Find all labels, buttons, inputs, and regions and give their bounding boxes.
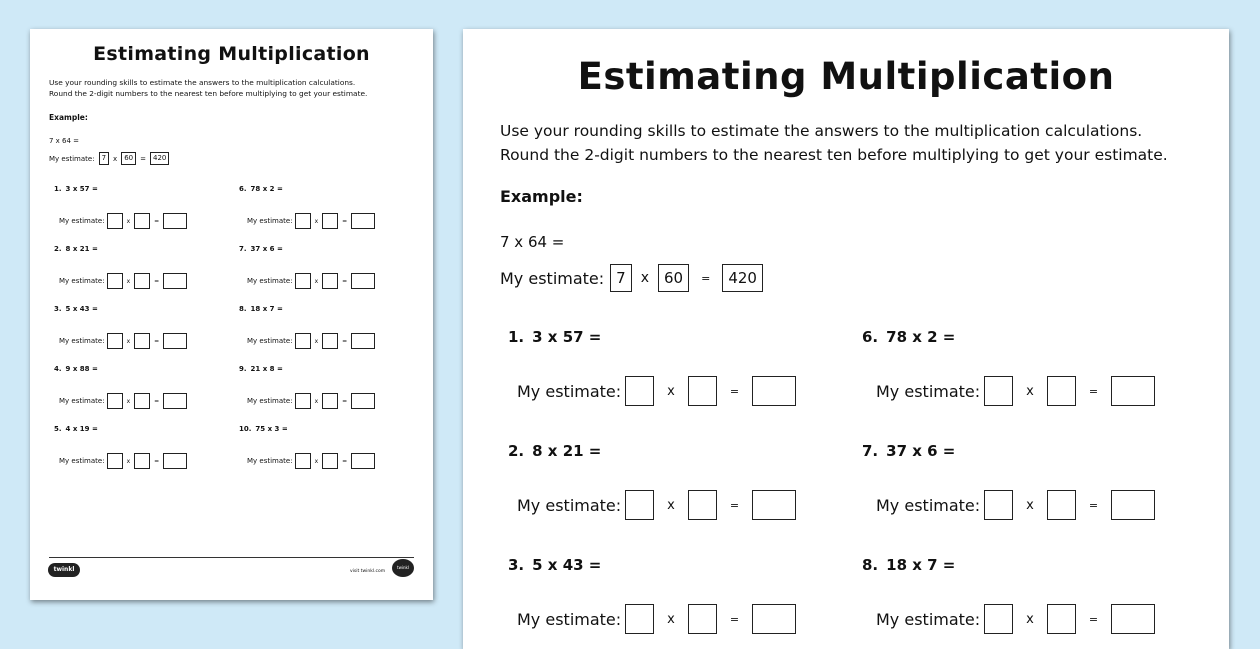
rounded-number-box[interactable] (322, 333, 338, 349)
question-expression: 78 x 2 = (886, 328, 956, 346)
instruction-line: Round the 2-digit numbers to the nearest ten before multiplying to get your estimate. (500, 146, 1168, 164)
estimate-row (59, 393, 187, 409)
equals-symbol: = (729, 612, 740, 626)
equals-symbol: = (342, 397, 348, 405)
estimate-label: My estimate: (247, 457, 293, 465)
rounded-number-box[interactable] (295, 333, 311, 349)
question-label (508, 556, 601, 574)
rounded-number-box[interactable] (1047, 376, 1076, 406)
question-expression: 18 x 7 = (886, 556, 956, 574)
estimate-row (247, 453, 375, 469)
question-label (239, 365, 283, 373)
estimate-answer-box[interactable] (163, 453, 187, 469)
page-title: Estimating Multiplication (577, 55, 1115, 98)
example-question: 7 x 64 = (500, 233, 565, 251)
equals-symbol: = (140, 154, 146, 163)
footer-url: visit twinkl.com (350, 569, 386, 574)
estimate-label: My estimate: (247, 397, 293, 405)
question-expression: 78 x 2 = (250, 185, 283, 193)
question-expression: 9 x 88 = (65, 365, 98, 373)
times-symbol: x (1026, 383, 1034, 399)
question-label (239, 425, 288, 433)
estimate-label: My estimate: (59, 217, 105, 225)
rounded-number-box[interactable] (322, 213, 338, 229)
estimate-label: My estimate: (517, 495, 622, 515)
example-estimate (49, 152, 169, 165)
question-number: 1. (54, 185, 62, 193)
question-expression: 4 x 19 = (65, 425, 98, 433)
question-label (862, 556, 955, 574)
rounded-number-box[interactable] (295, 453, 311, 469)
times-symbol: x (314, 217, 319, 225)
twinkl-logo: twinkl (48, 563, 80, 577)
equals-symbol: = (342, 457, 348, 465)
rounded-number-box[interactable] (984, 490, 1013, 520)
example-value-box: 420 (150, 152, 169, 165)
times-symbol: x (667, 383, 675, 399)
equals-symbol: = (701, 271, 711, 285)
estimate-row (247, 393, 375, 409)
estimate-label: My estimate: (59, 277, 105, 285)
question-label (862, 328, 955, 346)
rounded-number-box[interactable] (107, 213, 123, 229)
estimate-answer-box[interactable] (163, 333, 187, 349)
equals-symbol: = (1088, 612, 1099, 626)
question-number: 10. (239, 425, 252, 433)
equals-symbol: = (1088, 498, 1099, 512)
footer-divider (49, 557, 414, 558)
question-expression: 3 x 57 = (532, 328, 602, 346)
question-number: 3. (54, 305, 62, 313)
question-number: 6. (862, 328, 879, 346)
equals-symbol: = (154, 397, 160, 405)
rounded-number-box[interactable] (295, 273, 311, 289)
estimate-label: My estimate: (59, 457, 105, 465)
question-label (239, 305, 283, 313)
example-value-box: 420 (722, 264, 763, 292)
page-title: Estimating Multiplication (93, 43, 370, 65)
estimate-row (247, 273, 375, 289)
estimate-row (247, 213, 375, 229)
worksheet-zoomed (463, 29, 1229, 649)
question-expression: 75 x 3 = (255, 425, 288, 433)
times-symbol: x (1026, 611, 1034, 627)
question-number: 6. (239, 185, 247, 193)
estimate-answer-box[interactable] (351, 273, 375, 289)
times-symbol: x (126, 457, 131, 465)
question-expression: 37 x 6 = (886, 442, 956, 460)
estimate-answer-box[interactable] (163, 393, 187, 409)
estimate-row (517, 490, 796, 520)
equals-symbol: = (154, 457, 160, 465)
estimate-label: My estimate: (59, 397, 105, 405)
question-label (54, 365, 98, 373)
equals-symbol: = (1088, 384, 1099, 398)
question-label (862, 442, 955, 460)
question-expression: 3 x 57 = (65, 185, 98, 193)
equals-symbol: = (154, 217, 160, 225)
question-number: 9. (239, 365, 247, 373)
estimate-label: My estimate: (247, 217, 293, 225)
question-label (54, 185, 98, 193)
times-symbol: x (126, 337, 131, 345)
question-label (508, 328, 601, 346)
equals-symbol: = (342, 217, 348, 225)
example-estimate (500, 264, 763, 292)
question-number: 2. (508, 442, 525, 460)
example-value-box: 60 (658, 264, 689, 292)
estimate-label: My estimate: (59, 337, 105, 345)
times-symbol: x (667, 497, 675, 513)
estimate-answer-box[interactable] (752, 376, 796, 406)
times-symbol: x (126, 397, 131, 405)
question-number: 1. (508, 328, 525, 346)
estimate-answer-box[interactable] (351, 453, 375, 469)
rounded-number-box[interactable] (295, 393, 311, 409)
times-symbol: x (640, 270, 649, 286)
question-number: 8. (862, 556, 879, 574)
rounded-number-box[interactable] (625, 490, 654, 520)
estimate-answer-box[interactable] (163, 213, 187, 229)
question-expression: 8 x 21 = (532, 442, 602, 460)
estimate-answer-box[interactable] (1111, 490, 1155, 520)
estimate-row (876, 490, 1155, 520)
estimate-answer-box[interactable] (752, 490, 796, 520)
example-value-box: 60 (121, 152, 136, 165)
question-number: 7. (239, 245, 247, 253)
question-expression: 21 x 8 = (250, 365, 283, 373)
estimate-answer-box[interactable] (351, 393, 375, 409)
estimate-answer-box[interactable] (351, 213, 375, 229)
times-symbol: x (314, 277, 319, 285)
estimate-row (59, 273, 187, 289)
question-label (54, 305, 98, 313)
rounded-number-box[interactable] (322, 453, 338, 469)
estimate-answer-box[interactable] (163, 273, 187, 289)
example-value-box: 7 (610, 264, 632, 292)
equals-symbol: = (154, 337, 160, 345)
equals-symbol: = (154, 277, 160, 285)
instruction-line: Use your rounding skills to estimate the answers to the multiplication calculations. (500, 122, 1143, 140)
estimate-label: My estimate: (247, 277, 293, 285)
rounded-number-box[interactable] (625, 376, 654, 406)
rounded-number-box[interactable] (322, 393, 338, 409)
question-number: 2. (54, 245, 62, 253)
question-number: 5. (54, 425, 62, 433)
question-expression: 18 x 7 = (250, 305, 283, 313)
question-expression: 5 x 43 = (532, 556, 602, 574)
rounded-number-box[interactable] (134, 333, 150, 349)
question-label (54, 245, 98, 253)
rounded-number-box[interactable] (1047, 490, 1076, 520)
rounded-number-box[interactable] (295, 213, 311, 229)
estimate-label: My estimate: (517, 381, 622, 401)
estimate-row (876, 376, 1155, 406)
times-symbol: x (1026, 497, 1034, 513)
equals-symbol: = (342, 337, 348, 345)
example-heading: Example: (500, 187, 583, 206)
equals-symbol: = (729, 384, 740, 398)
estimate-label: My estimate: (517, 609, 622, 629)
example-heading: Example: (49, 113, 88, 122)
question-number: 3. (508, 556, 525, 574)
estimate-label: My estimate: (247, 337, 293, 345)
estimate-label: My estimate: (876, 609, 981, 629)
rounded-number-box[interactable] (984, 376, 1013, 406)
worksheet-thumbnail (30, 29, 433, 600)
question-expression: 37 x 6 = (250, 245, 283, 253)
estimate-label: My estimate: (500, 268, 605, 288)
instruction-line: Use your rounding skills to estimate the answers to the multiplication calculations. (49, 78, 356, 87)
question-expression: 8 x 21 = (65, 245, 98, 253)
rounded-number-box[interactable] (134, 393, 150, 409)
rounded-number-box[interactable] (134, 213, 150, 229)
rounded-number-box[interactable] (688, 376, 717, 406)
twinkl-badge-icon: twinkl (392, 559, 414, 577)
question-label (508, 442, 601, 460)
estimate-row (517, 376, 796, 406)
times-symbol: x (314, 397, 319, 405)
estimate-row (247, 333, 375, 349)
question-expression: 5 x 43 = (65, 305, 98, 313)
estimate-answer-box[interactable] (1111, 376, 1155, 406)
estimate-answer-box[interactable] (351, 333, 375, 349)
estimate-row (59, 453, 187, 469)
times-symbol: x (126, 277, 131, 285)
equals-symbol: = (342, 277, 348, 285)
question-number: 7. (862, 442, 879, 460)
rounded-number-box[interactable] (134, 273, 150, 289)
question-number: 8. (239, 305, 247, 313)
question-label (54, 425, 98, 433)
rounded-number-box[interactable] (322, 273, 338, 289)
example-value-box: 7 (99, 152, 109, 165)
rounded-number-box[interactable] (107, 453, 123, 469)
equals-symbol: = (729, 498, 740, 512)
question-label (239, 245, 283, 253)
rounded-number-box[interactable] (134, 453, 150, 469)
question-label (239, 185, 283, 193)
instruction-line: Round the 2-digit numbers to the nearest ten before multiplying to get your estimate. (49, 89, 368, 98)
rounded-number-box[interactable] (107, 393, 123, 409)
rounded-number-box[interactable] (688, 490, 717, 520)
instructions (49, 77, 367, 99)
instructions (500, 119, 1168, 167)
rounded-number-box[interactable] (107, 273, 123, 289)
times-symbol: x (314, 337, 319, 345)
estimate-row (59, 213, 187, 229)
rounded-number-box[interactable] (107, 333, 123, 349)
question-number: 4. (54, 365, 62, 373)
estimate-label: My estimate: (49, 154, 95, 163)
times-symbol: x (126, 217, 131, 225)
times-symbol: x (113, 154, 118, 163)
times-symbol: x (667, 611, 675, 627)
estimate-row (59, 333, 187, 349)
example-question: 7 x 64 = (49, 137, 80, 145)
estimate-label: My estimate: (876, 381, 981, 401)
times-symbol: x (314, 457, 319, 465)
estimate-label: My estimate: (876, 495, 981, 515)
